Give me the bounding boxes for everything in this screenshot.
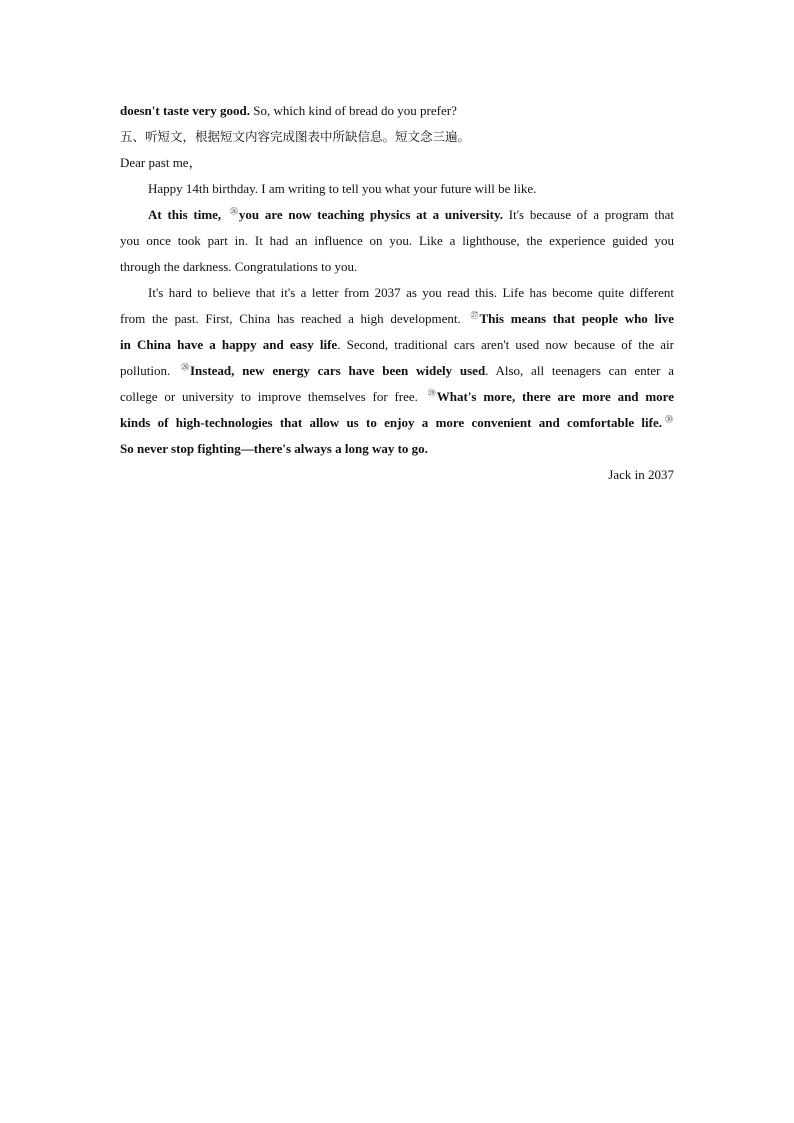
paragraph-2-line-2: you once took part in. It had an influence on you. Like a lighthouse, the experience guided you <box>120 233 674 248</box>
text-run: It's because of a program that <box>503 207 674 222</box>
text-run: So, which kind of bread do you prefer? <box>250 103 457 118</box>
blank-number-marker: ㉖ <box>229 207 238 216</box>
answer-phrase: kinds of high-technologies that allow us to enjoy a more convenient and comfortable life. <box>120 415 662 430</box>
paragraph-1: Happy 14th birthday. I am writing to tell you what your future will be like. <box>148 181 537 196</box>
paragraph-3-line-6 <box>120 410 674 436</box>
paragraph-3-line-1: It's hard to believe that it's a letter from 2037 as you read this. Life has become quite different <box>148 285 674 300</box>
bold-phrase: doesn't taste very good. <box>120 103 250 118</box>
paragraph-3-line-5 <box>120 384 674 410</box>
text-run: from the past. First, China has reached a high development. <box>120 311 468 326</box>
paragraph-2-line-1 <box>120 202 674 228</box>
section-heading: 五、听短文，根据短文内容完成图表中所缺信息。短文念三遍。 <box>120 129 471 144</box>
blank-number-marker: ㉙ <box>427 389 436 398</box>
paragraph-3-line-3 <box>120 332 674 358</box>
bold-phrase: At this time, <box>148 207 227 222</box>
letter-signature: Jack in 2037 <box>608 467 674 482</box>
document-page <box>120 98 674 488</box>
text-line <box>120 98 674 124</box>
answer-phrase: Instead, new energy cars have been widely used <box>189 363 486 378</box>
blank-number-marker: ㉗ <box>470 311 479 320</box>
answer-phrase: you are now teaching physics at a university. <box>238 207 504 222</box>
answer-phrase: What's more, there are more and more <box>436 389 674 404</box>
text-run: college or university to improve themselves for free. <box>120 389 425 404</box>
answer-phrase: So never stop fighting—there's always a long way to go. <box>120 441 428 456</box>
letter-greeting: Dear past me， <box>120 155 202 170</box>
text-run: . Also, all teenagers can enter a <box>485 363 674 378</box>
answer-phrase: in China have a happy and easy life <box>120 337 338 352</box>
blank-number-marker: ㉘ <box>180 363 189 372</box>
answer-phrase: This means that people who live <box>479 311 674 326</box>
blank-number-marker: ㉚ <box>665 415 673 424</box>
paragraph-2-line-3: through the darkness. Congratulations to you. <box>120 259 358 274</box>
paragraph-3-line-2 <box>120 306 674 332</box>
paragraph-3-line-7 <box>120 436 674 462</box>
text-run: pollution. <box>120 363 178 378</box>
text-run: . Second, traditional cars aren't used now because of the air <box>337 337 674 352</box>
paragraph-3-line-4 <box>120 358 674 384</box>
